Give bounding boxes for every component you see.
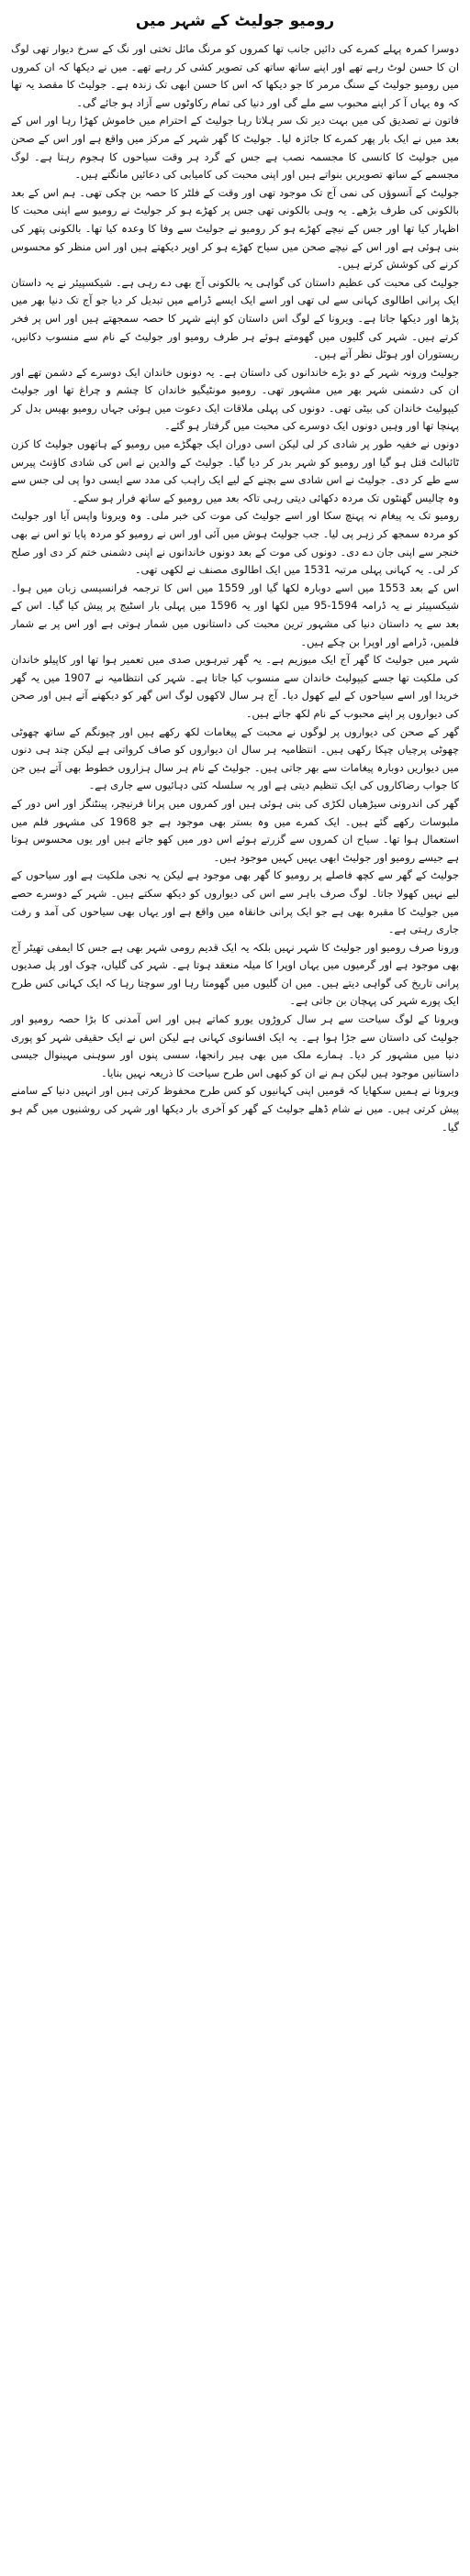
article-paragraph: اس کے بعد 1553 میں اسے دوبارہ لکھا گیا اور 1559 میں اس کا ترجمہ فرانسیسی زبان میں ہوا۔ شیکسپیئر نے یہ ڈرامہ 1594-95 میں لکھا اور یہ 1596 میں پہلی بار اسٹیج پر پیش کیا گیا۔ اس کے بعد سے یہ داستان دنیا کی مشہور ترین محبت کی داستانوں میں شمار ہوتی ہے اور اس پر بے شمار فلمیں، ڈرامے اور اوپرا بن چکے ہیں۔ bbox=[11, 580, 460, 648]
article-headline: رومیو جولیٹ کے شہر میں bbox=[135, 12, 335, 30]
article-paragraph: فاتون نے تصدیق کی میں بہت دیر تک سر ہلاتا رہا جولیٹ کے احترام میں خاموش کھڑا رہا اور اس کے بعد میں نے ایک بار پھر کمرے کا جائزہ لیا۔ جولیٹ کا گھر شہر کے مرکز میں واقع ہے اور اس کے صحن میں جولیٹ کا کانسی کا مجسمہ نصب ہے جس کے گرد ہر وقت سیاحوں کا ہجوم رہتا ہے۔ لوگ مجسمے کے ساتھ تصویریں بنواتے ہیں اور اپنی محبت کی کامیابی کی دعائیں مانگتے ہیں۔ bbox=[11, 114, 459, 182]
article-paragraph: گھر کے صحن کی دیواروں پر لوگوں نے محبت کے پیغامات لکھ رکھے ہیں اور چیونگم کے ساتھ چھوٹی چھوٹی پرچیاں چپکا رکھی ہیں۔ انتظامیہ ہر سال ان دیواروں کو صاف کرواتی ہے لیکن چند ہی دنوں میں دیواریں دوبارہ پیغامات سے بھر جاتی ہیں۔ جولیٹ کے نام ہر سال ہزاروں خطوط بھی آتے ہیں جن کا جواب رضاکاروں کی ایک تنظیم دیتی ہے اور یہ سلسلہ کئی دہائیوں سے جاری ہے۔ bbox=[11, 724, 459, 792]
article-paragraph: ویرونا نے ہمیں سکھایا کہ قومیں اپنی کہانیوں کو کس طرح محفوظ کرتی ہیں اور انہیں دنیا کے سامنے پیش کرتی ہیں۔ میں نے شام ڈھلے جولیٹ کے گھر کو آخری بار دیکھا اور شہر کی روشنیوں میں گم ہو گیا۔ bbox=[11, 1084, 459, 1133]
article-paragraph: رومیو تک یہ پیغام نہ پہنچ سکا اور اسے جولیٹ کی موت کی خبر ملی۔ وہ ویرونا واپس آیا اور جولیٹ کو مردہ سمجھ کر زہر پی لیا۔ جب جولیٹ ہوش میں آئی اور اس نے رومیو کو مردہ پایا تو اس نے بھی خنجر سے اپنی جان دے دی۔ دونوں کی موت کے بعد دونوں خاندانوں نے اپنی دشمنی ختم کر دی اور صلح کر لی۔ یہ کہانی پہلی مرتبہ 1531 میں ایک اطالوی مصنف نے لکھی تھی۔ bbox=[11, 509, 459, 577]
article-paragraph: جولیٹ کی محبت کی عظیم داستان کی گواہی یہ بالکونی آج بھی دے رہی ہے۔ شیکسپیئر نے یہ داستان ایک پرانی اطالوی کہانی سے لی تھی اور اسے ایک ایسے ڈرامے میں تبدیل کر دیا جو آج تک دنیا بھر میں پڑھا اور دیکھا جاتا ہے۔ ویرونا کے لوگ اس داستان کو اپنے شہر کا حصہ سمجھتے ہیں اور اس پر فخر کرتے ہیں۔ شہر کی گلیوں میں گھومتے ہوئے ہر طرف رومیو اور جولیٹ کے نام سے منسوب دکانیں، ریستوران اور ہوٹل نظر آتے ہیں۔ bbox=[11, 275, 459, 361]
article-body bbox=[11, 40, 459, 1136]
article-paragraph: ورونا صرف رومیو اور جولیٹ کا شہر نہیں بلکہ یہ ایک قدیم رومی شہر بھی ہے جس کا ایمفی تھیٹر آج بھی موجود ہے اور گرمیوں میں یہاں اوپرا کا میلہ منعقد ہوتا ہے۔ شہر کی گلیاں، چوک اور پل صدیوں پرانی تاریخ کی گواہی دیتے ہیں۔ میں ان گلیوں میں گھومتا رہا اور سوچتا رہا کہ ایک کہانی کس طرح ایک پورے شہر کی پہچان بن جاتی ہے۔ bbox=[11, 940, 459, 1008]
article-paragraph: جولیٹ کے آنسوؤں کی نمی آج تک موجود تھی اور وقت کے فلٹر کا حصہ بن چکی تھی۔ ہم اس کے بعد بالکونی کی طرف بڑھے۔ یہ وہی بالکونی تھی جس پر کھڑے ہو کر جولیٹ نے رومیو سے اپنی محبت کا اظہار کیا تھا اور جس کے نیچے کھڑے ہو کر رومیو نے جولیٹ سے وفا کا وعدہ کیا تھا۔ بالکونی پتھر کی بنی ہوئی ہے اور اس کے نیچے صحن میں سیاح کھڑے ہو کر اوپر دیکھتے ہیں اور اس منظر کو محسوس کرنے کی کوشش کرتے ہیں۔ bbox=[11, 185, 459, 271]
article-paragraph: دوسرا کمرہ پہلے کمرے کی دائیں جانب تھا کمروں کو مرنگ مائل تختی اور نگ کے سرخ دیوار تھی لوگ ان کا حسن لوٹ رہے تھے اور اپنے ساتھ ساتھ کی تصویر کشی کر رہے تھے۔ میں نے دیکھا کہ ان کمروں میں رومیو جولیٹ کے سنگ مرمر کا جو دیکھا کہ اس کا حسن ابھی تک زندہ ہے۔ جولیٹ کا مقصد یہ تھا کہ وہ یہاں آ کر اپنے محبوب سے ملے گی اور دنیا کی تمام رکاوٹوں سے آزاد ہو جائے گی۔ bbox=[11, 42, 459, 109]
article-paragraph: گھر کی اندرونی سیڑھیاں لکڑی کی بنی ہوئی ہیں اور کمروں میں پرانا فرنیچر، پینٹنگز اور اس دور کے ملبوسات رکھے گئے ہیں۔ ایک کمرے میں وہ بستر بھی موجود ہے جو 1968 کی مشہور فلم میں استعمال ہوا تھا۔ سیاح ان کمروں سے گزرتے ہوئے اس دور میں کھو جاتے ہیں اور یوں محسوس ہوتا ہے جیسے رومیو اور جولیٹ ابھی یہیں کہیں موجود ہیں۔ bbox=[11, 796, 459, 864]
article-paragraph: ویرونا کے لوگ سیاحت سے ہر سال کروڑوں یورو کماتے ہیں اور اس آمدنی کا بڑا حصہ رومیو اور جولیٹ کی داستان سے جڑا ہوا ہے۔ یہ ایک افسانوی کہانی ہے لیکن اس نے ایک حقیقی شہر کو پوری دنیا میں مشہور کر دیا۔ ہمارے ملک میں بھی ہیر رانجھا، سسی پنوں اور سوہنی مہینوال جیسی داستانیں موجود ہیں لیکن ہم نے ان کو کبھی اس طرح سیاحت کا ذریعہ نہیں بنایا۔ bbox=[11, 1012, 459, 1079]
article-paragraph: جولیٹ ورونہ شہر کے دو بڑے خاندانوں کی داستان ہے۔ یہ دونوں خاندان ایک دوسرے کے دشمن تھے اور ان کی دشمنی شہر بھر میں مشہور تھی۔ رومیو مونٹیگیو خاندان کا چشم و چراغ تھا اور جولیٹ کیپولیٹ خاندان کی بیٹی تھی۔ دونوں کی پہلی ملاقات ایک دعوت میں ہوئی جہاں رومیو بھیس بدل کر پہنچا تھا اور وہیں دونوں ایک دوسرے کی محبت میں گرفتار ہو گئے۔ bbox=[11, 365, 459, 433]
article-paragraph: جولیٹ کے گھر سے کچھ فاصلے پر رومیو کا گھر بھی موجود ہے لیکن یہ نجی ملکیت ہے اور سیاحوں کے لیے نہیں کھولا جاتا۔ لوگ صرف باہر سے اس کی دیواروں کو دیکھ سکتے ہیں۔ شہر کے دوسرے حصے میں جولیٹ کا مقبرہ بھی ہے جو ایک پرانی خانقاہ میں واقع ہے اور یہاں بھی سیاحوں کی آمد و رفت جاری رہتی ہے۔ bbox=[11, 868, 459, 936]
article-paragraph: شہر میں جولیٹ کا گھر آج ایک میوزیم ہے۔ یہ گھر تیرہویں صدی میں تعمیر ہوا تھا اور کاپیلو خاندان کی ملکیت تھا جسے کیپولیٹ خاندان سے منسوب کیا جاتا ہے۔ شہر کی انتظامیہ نے 1907 میں یہ گھر خریدا اور اسے سیاحوں کے لیے کھول دیا۔ آج ہر سال لاکھوں لوگ اس گھر کو دیکھنے آتے ہیں اور صحن کی دیواروں پر اپنے محبوب کے نام لکھ جاتے ہیں۔ bbox=[11, 653, 460, 720]
article-paragraph: دونوں نے خفیہ طور پر شادی کر لی لیکن اسی دوران ایک جھگڑے میں رومیو کے ہاتھوں جولیٹ کا کزن ٹائبالٹ قتل ہو گیا اور رومیو کو شہر بدر کر دیا گیا۔ جولیٹ کے والدین نے اس کی شادی کاؤنٹ پیرس سے طے کر دی۔ جولیٹ نے اس شادی سے بچنے کے لیے ایک راہب کی مدد سے ایسی دوا پی لی جس سے وہ چالیس گھنٹوں تک مردہ دکھائی دیتی رہی تاکہ بعد میں رومیو کے ساتھ فرار ہو سکے۔ bbox=[11, 437, 459, 504]
